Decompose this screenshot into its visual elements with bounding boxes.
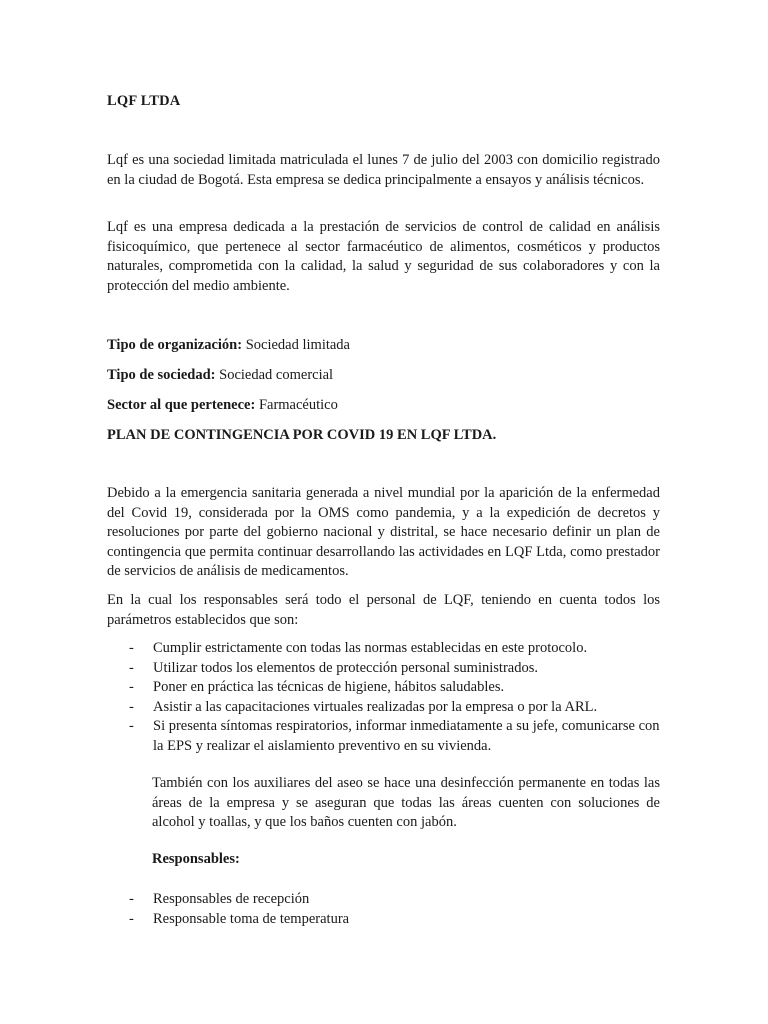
cleaning-paragraph: También con los auxiliares del aseo se hace una desinfección permanente en todas las áreas de la empresa y se aseguran que todas las áreas cuenten con soluciones de alcohol y toallas, y que los baños cuenten con jabón. <box>152 775 660 830</box>
list-item <box>107 639 660 659</box>
list-item-text: Si presenta síntomas respiratorios, informar inmediatamente a su jefe, comunicarse con la EPS y realizar el aislamiento preventivo en su vivienda. <box>153 718 660 754</box>
dash-bullet: - <box>129 659 134 676</box>
field-value: Sociedad limitada <box>245 337 350 353</box>
field-tipo-organizacion <box>107 336 350 356</box>
responsables-heading: Responsables: <box>152 851 240 867</box>
field-label: Sector al que pertenece: <box>107 397 256 413</box>
document-title: LQF LTDA <box>107 93 181 109</box>
list-item <box>107 698 660 718</box>
list-item-text: Responsable toma de temperatura <box>153 910 350 927</box>
plan-heading: PLAN DE CONTINGENCIA POR COVID 19 EN LQF LTDA. <box>107 427 497 443</box>
list-item-text: Asistir a las capacitaciones virtuales realizadas por la empresa o por la ARL. <box>153 698 598 715</box>
field-value: Farmacéutico <box>258 397 338 413</box>
list-item-text: Cumplir estrictamente con todas las normas establecidas en este protocolo. <box>153 640 588 656</box>
list-item-text: Responsables de recepción <box>153 891 310 907</box>
intro-paragraph-1: Lqf es una sociedad limitada matriculada el lunes 7 de julio del 2003 con domicilio registrado en la ciudad de Bogotá. Esta empresa se dedica principalmente a ensayos y análisis técnicos. <box>107 152 660 188</box>
list-item <box>107 910 660 930</box>
plan-paragraph-2: En la cual los responsables será todo el personal de LQF, teniendo en cuenta todos los parámetros establecidos que son: <box>107 592 660 628</box>
dash-bullet: - <box>129 640 134 656</box>
dash-bullet: - <box>129 910 134 927</box>
field-label: Tipo de organización: <box>107 337 243 353</box>
field-tipo-sociedad <box>107 366 333 386</box>
list-item-text: Utilizar todos los elementos de protección personal suministrados. <box>153 659 538 676</box>
responsables-list <box>107 890 660 929</box>
list-item <box>107 659 660 679</box>
intro-paragraph-2: Lqf es una empresa dedicada a la prestación de servicios de control de calidad en análisis fisicoquímico, que pertenece al sector farmacéutico de alimentos, cosméticos y productos naturales, comprometida con la calidad, la salud y seguridad de sus colaboradores y con la protección del medio ambiente. <box>107 219 660 294</box>
dash-bullet: - <box>129 698 134 715</box>
list-item <box>107 678 660 698</box>
list-item <box>107 890 660 910</box>
field-label: Tipo de sociedad: <box>107 367 216 383</box>
list-item-text: Poner en práctica las técnicas de higiene, hábitos saludables. <box>153 679 505 695</box>
field-sector <box>107 396 338 416</box>
dash-bullet: - <box>129 891 134 907</box>
parameters-list <box>107 639 660 756</box>
field-value: Sociedad comercial <box>219 367 334 383</box>
dash-bullet: - <box>129 718 134 734</box>
list-item <box>107 717 660 756</box>
plan-paragraph-1: Debido a la emergencia sanitaria generada a nivel mundial por la aparición de la enfermedad del Covid 19, considerada por la OMS como pandemia, y a la expedición de decretos y resoluciones por parte del gobierno nacional y distrital, se hace necesario definir un plan de contingencia que permita continuar desarrollando las actividades en LQF Ltda, como prestador de servicios de análisis de medicamentos. <box>107 485 660 579</box>
dash-bullet: - <box>129 679 134 695</box>
